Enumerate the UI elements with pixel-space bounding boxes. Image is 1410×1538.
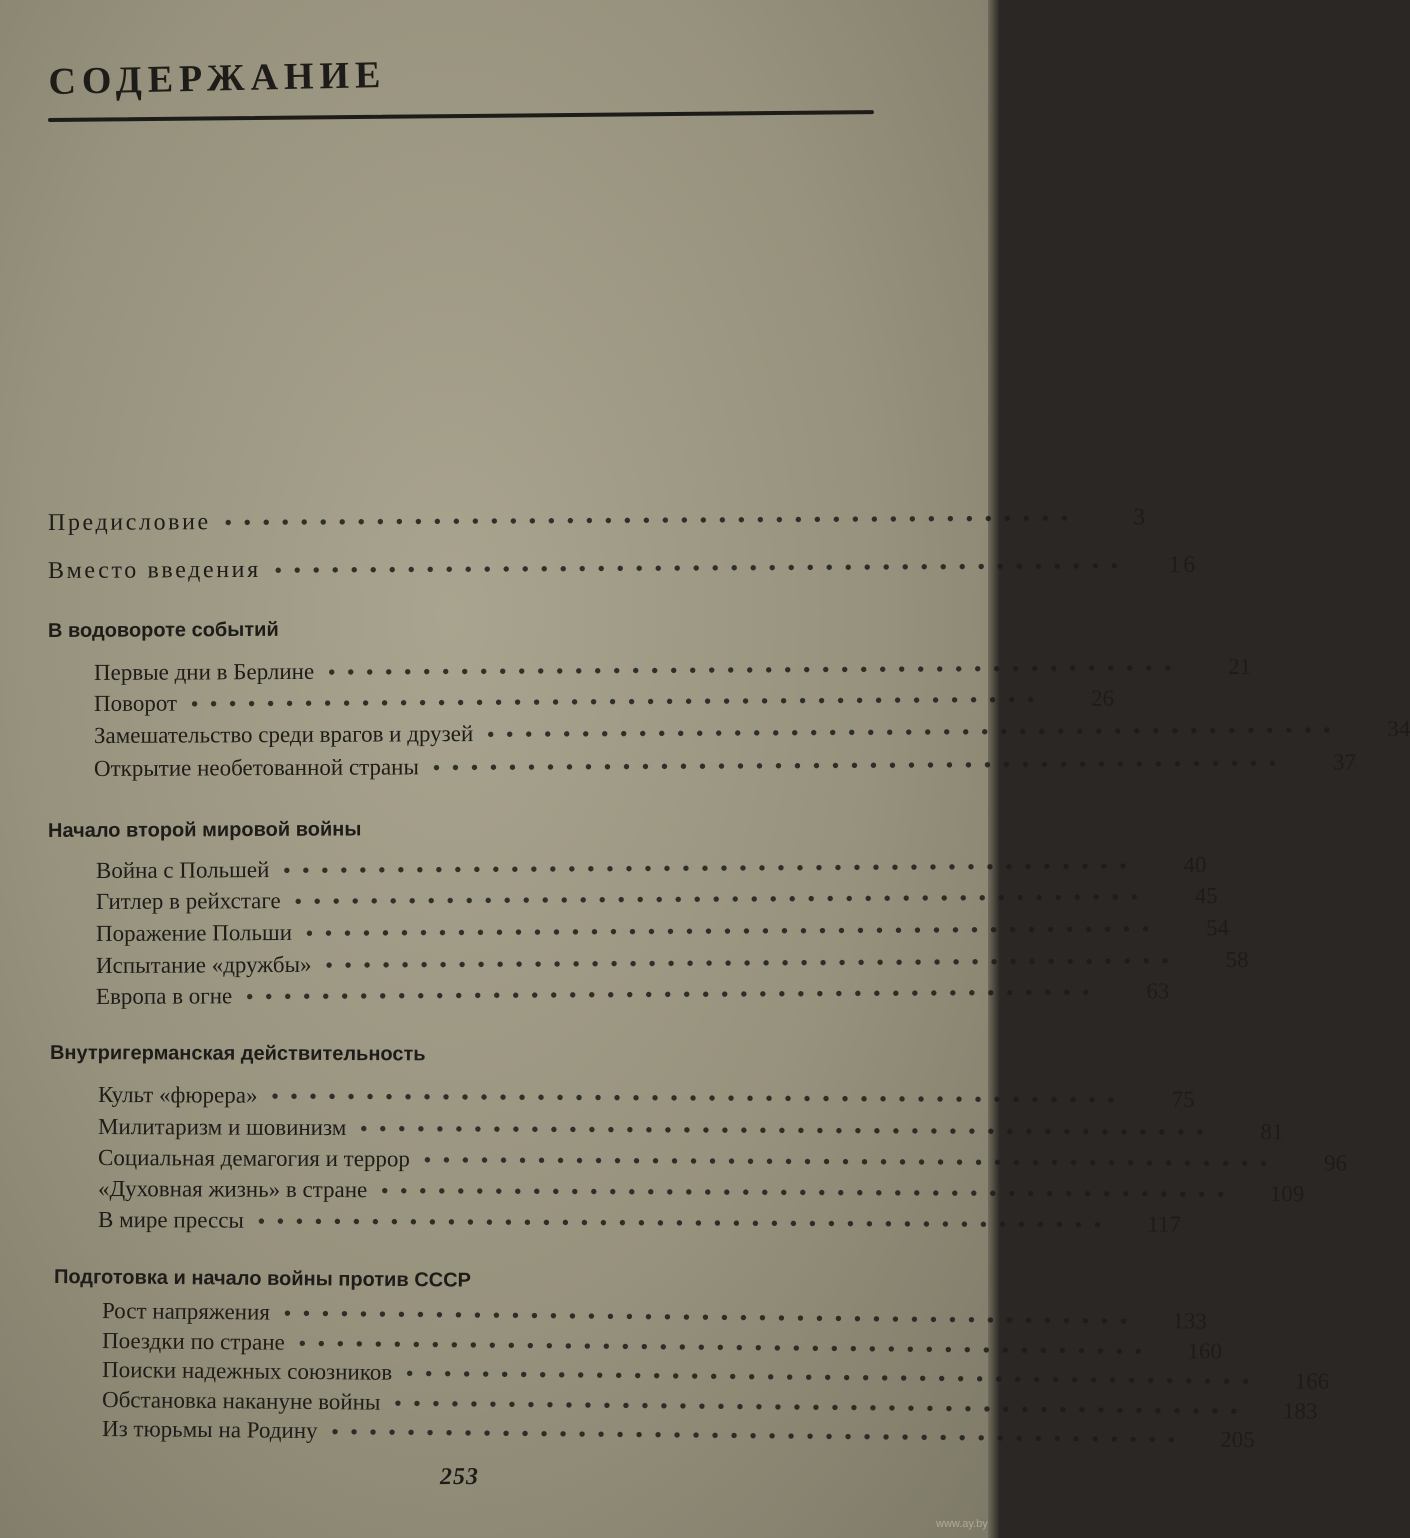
page-number: 253 xyxy=(439,1463,480,1491)
toc-entry-title: Гитлер в рейхстаге xyxy=(95,888,281,914)
toc-entry xyxy=(97,1145,1348,1180)
toc-entry-title: Культ «фюрера» xyxy=(97,1082,258,1108)
contents-heading: СОДЕРЖАНИЕ xyxy=(48,53,387,103)
toc-entry-instead-intro xyxy=(47,551,1198,590)
toc-entry xyxy=(97,1082,1195,1117)
toc-entry-page: 26 xyxy=(1091,685,1115,711)
toc-entry-title: Вместо введения xyxy=(47,556,261,584)
toc-entry-title: Война с Польшей xyxy=(95,857,270,883)
toc-entry-page: 205 xyxy=(1220,1426,1255,1453)
toc-entry-page: 117 xyxy=(1147,1211,1182,1237)
toc-entry xyxy=(97,1176,1305,1211)
toc-entry-title: Испытание «дружбы» xyxy=(95,951,312,978)
toc-entry-title: Замешательство среди врагов и друзей xyxy=(93,721,474,748)
toc-entry-page: 3 xyxy=(1133,504,1148,531)
dot-leader: ••••••••••••••••••••••••••••••••••••••••••••• xyxy=(325,950,1181,977)
dot-leader: ••••••••••••••••••••••••••••••••••••••••••••• xyxy=(394,1392,1250,1424)
dot-leader: ••••••••••••••••••••••••••••••••••••••••••••• xyxy=(257,1210,1114,1237)
dot-leader: ••••••••••••••••••••••••••••••••••••••••••••• xyxy=(305,918,1162,945)
toc-entry-page: 133 xyxy=(1172,1308,1208,1334)
toc-entry xyxy=(97,1114,1284,1149)
dot-leader: ••••••••••••••••••••••••••••••••••••••••••••• xyxy=(328,657,1184,684)
toc-entry-title: «Духовная жизнь» в стране xyxy=(97,1176,368,1203)
toc-entry-page: 37 xyxy=(1332,749,1357,775)
toc-entry-page: 63 xyxy=(1146,978,1170,1004)
toc-entry-title: Милитаризм и шовинизм xyxy=(97,1114,347,1141)
toc-entry-title: Поездки по стране xyxy=(101,1328,285,1355)
dot-leader: ••••••••••••••••••••••••••••••••••••••••••••• xyxy=(331,1421,1187,1452)
section-title: Начало второй мировой войны xyxy=(47,818,362,842)
toc-entry xyxy=(97,1207,1182,1242)
dot-leader: ••••••••••••••••••••••••••••••••••••••••••••• xyxy=(294,886,1150,913)
toc-entry-page: 183 xyxy=(1282,1398,1318,1424)
toc-entry-page: 81 xyxy=(1260,1119,1284,1145)
toc-entry-page: 96 xyxy=(1323,1150,1348,1176)
dot-leader: ••••••••••••••••••••••••••••••••••••••••••••• xyxy=(283,1302,1140,1333)
dot-leader: ••••••••••••••••••••••••••••••••••••••••••••• xyxy=(224,507,1080,535)
dot-leader: ••••••••••••••••••••••••••••••••••••••••••••• xyxy=(432,752,1289,780)
toc-entry-page: 75 xyxy=(1171,1086,1195,1112)
toc-entry-title: Поворот xyxy=(93,690,178,716)
toc-entry xyxy=(93,716,1410,755)
dot-leader: ••••••••••••••••••••••••••••••••••••••••••••• xyxy=(246,981,1102,1009)
toc-entry-title: Рост напряжения xyxy=(101,1298,271,1325)
toc-entry xyxy=(95,883,1218,921)
dot-leader: ••••••••••••••••••••••••••••••••••••••••••••• xyxy=(271,1085,1127,1112)
dot-leader: ••••••••••••••••••••••••••••••••••••••••••••• xyxy=(190,689,1047,716)
toc-entry-title: Из тюрьмы на Родину xyxy=(101,1416,318,1444)
toc-entry-page: 16 xyxy=(1168,551,1198,579)
toc-entry-page: 166 xyxy=(1294,1368,1330,1394)
toc-entry-page: 58 xyxy=(1225,946,1249,973)
toc-entry-title: Поражение Польши xyxy=(95,919,293,946)
toc-entry-page: 160 xyxy=(1187,1338,1223,1364)
dot-leader: ••••••••••••••••••••••••••••••••••••••••••••• xyxy=(283,855,1139,883)
toc-entry-page: 21 xyxy=(1228,653,1252,680)
toc-entry-title: Поиски надежных союзников xyxy=(101,1357,393,1385)
toc-entry xyxy=(93,749,1357,788)
dot-leader: ••••••••••••••••••••••••••••••••••••••••••••• xyxy=(360,1118,1216,1144)
section-title: Подготовка и начало войны против СССР xyxy=(53,1266,472,1292)
toc-entry xyxy=(95,915,1230,953)
toc-entry-title: Первые дни в Берлине xyxy=(93,658,315,685)
toc-entry-page: 40 xyxy=(1183,852,1207,878)
dot-leader: ••••••••••••••••••••••••••••••••••••••••••••• xyxy=(423,1149,1280,1176)
dot-leader: ••••••••••••••••••••••••••••••••••••••••••••• xyxy=(487,719,1343,746)
section-title: В водовороте событий xyxy=(47,618,279,642)
toc-entry-title: Открытие необетованной страны xyxy=(93,754,419,781)
toc-entry xyxy=(93,685,1115,723)
toc-entry-title: Социальная демагогия и террор xyxy=(97,1145,411,1172)
toc-entry xyxy=(95,978,1170,1016)
toc-entry xyxy=(101,1416,1255,1455)
section-title: Внутригерманская действительность xyxy=(49,1042,426,1066)
toc-entry-page: 45 xyxy=(1194,883,1218,909)
toc-entry-title: Обстановка накануне войны xyxy=(101,1387,381,1415)
dot-leader: ••••••••••••••••••••••••••••••••••••••••••••• xyxy=(406,1362,1262,1394)
toc-entry-title: Предисловие xyxy=(47,509,211,536)
dot-leader: ••••••••••••••••••••••••••••••••••••••••••••• xyxy=(274,555,1130,582)
toc-entry-page: 54 xyxy=(1205,915,1230,941)
dot-leader: ••••••••••••••••••••••••••••••••••••••••••••• xyxy=(298,1332,1154,1364)
watermark: www.ay.by xyxy=(936,1518,988,1530)
dot-leader: ••••••••••••••••••••••••••••••••••••••••••••• xyxy=(381,1180,1237,1206)
toc-entry-page: 34 xyxy=(1387,716,1410,742)
toc-entry-title: Европа в огне xyxy=(95,983,233,1009)
toc-entry-page: 109 xyxy=(1269,1181,1305,1207)
toc-entry-preface xyxy=(47,504,1148,542)
toc-entry-title: В мире прессы xyxy=(97,1207,244,1233)
